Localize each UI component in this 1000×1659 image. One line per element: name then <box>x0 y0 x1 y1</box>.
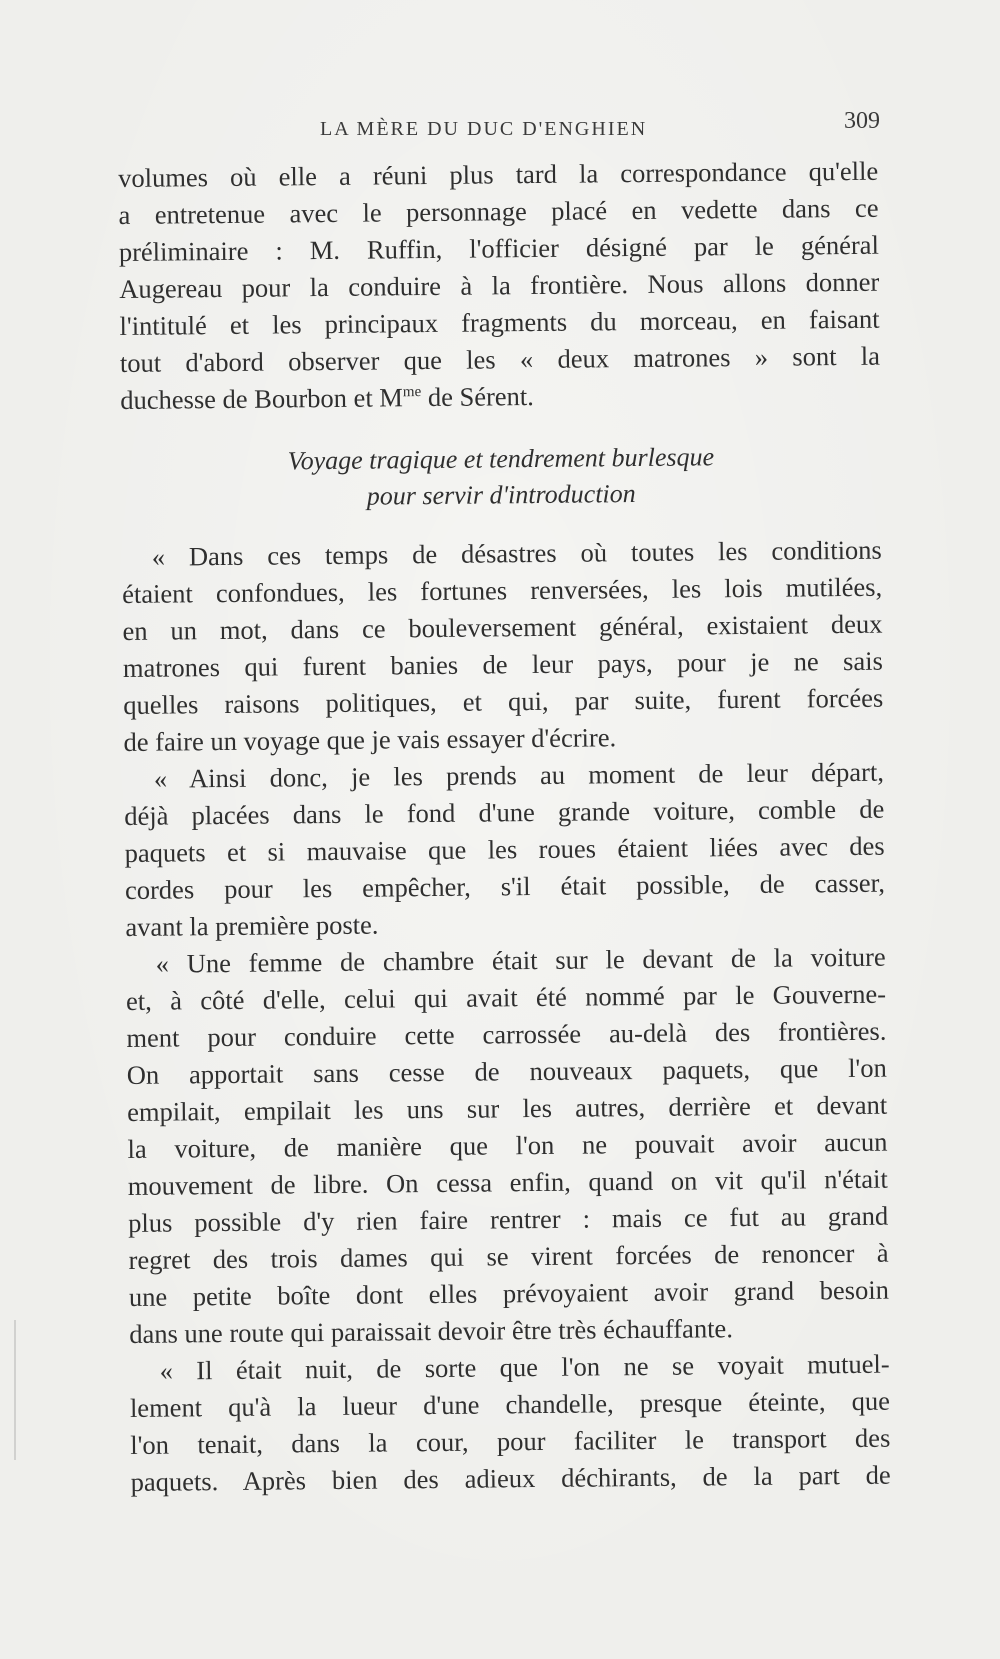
text-line: ment pour conduire cette carrossée au-delà des frontières. <box>126 1015 887 1053</box>
subtitle-line-1: Voyage tragique et tendrement burlesque <box>287 442 715 476</box>
text-line: cordes pour les empêcher, s'il était possible, de casser, <box>124 867 886 905</box>
text-line: étaient confondues, les fortunes renversées, les lois mutilées, <box>122 571 883 609</box>
subtitle-line-2: pour servir d'introduction <box>366 479 636 511</box>
text-line: On apportait sans cesse de nouveaux paquets, que l'on <box>126 1052 887 1090</box>
text-fragment: duchesse de Bourbon et M <box>120 382 404 415</box>
running-title: LA MÈRE DU DUC D'ENGHIEN <box>320 118 648 140</box>
paragraph-il-etait-nuit <box>129 1346 890 1501</box>
text-line: dans une route qui paraissait devoir être très échauffante. <box>129 1313 734 1349</box>
text-line: de faire un voyage que je vais essayer d'écrire. <box>123 722 617 757</box>
text-line: a entretenue avec le personnage placé en vedette dans ce <box>118 192 879 230</box>
page-number: 309 <box>844 108 880 134</box>
section-subtitle <box>121 438 882 517</box>
text-line: avant la première poste. <box>125 909 379 942</box>
text-line: préliminaire : M. Ruffin, l'officier désigné par le général <box>118 229 879 267</box>
text-line: volumes où elle a réuni plus tard la correspondance qu'elle <box>118 155 879 193</box>
text-line: quelles raisons politiques, et qui, par suite, furent forcées <box>123 682 884 720</box>
page-header <box>120 108 880 148</box>
text-line: tout d'abord observer que les « deux matrones » sont la <box>119 340 881 378</box>
paragraph-intro <box>118 153 880 419</box>
text-line: Augereau pour la conduire à la frontière. Nous allons donner <box>119 266 880 304</box>
text-line: une petite boîte dont elles prévoyaient avoir grand besoin <box>128 1274 890 1312</box>
text-line: matrones qui furent banies de leur pays, pour je ne sais <box>122 645 883 683</box>
text-line: en un mot, dans ce bouleversement général, existaient deux <box>122 608 883 646</box>
superscript: me <box>402 384 422 401</box>
text-line: lement qu'à la lueur d'une chandelle, presque éteinte, que <box>129 1385 891 1423</box>
text-line: « Dans ces temps de désastres où toutes les conditions <box>151 534 882 572</box>
text-line: l'on tenait, dans la cour, pour faciliter le transport des <box>130 1422 891 1460</box>
text-line: paquets et si mauvaise que les roues étaient liées avec des <box>124 830 885 868</box>
text-line: « Une femme de chambre était sur le devant de la voiture <box>155 941 886 979</box>
text-line: « Il était nuit, de sorte que l'on ne se voyait mutuel- <box>159 1348 890 1386</box>
text-line: regret des trois dames qui se virent forcées de renoncer à <box>128 1237 889 1275</box>
text-line: déjà placées dans le fond d'une grande voiture, comble de <box>124 793 885 831</box>
text-line: paquets. Après bien des adieux déchirants, de la part de <box>130 1459 891 1497</box>
text-line: la voiture, de manière que l'on ne pouvait avoir aucun <box>127 1126 888 1164</box>
text-line: « Ainsi donc, je les prends au moment de leur départ, <box>153 756 885 794</box>
text-line: et, à côté d'elle, celui qui avait été nommé par le Gouverne- <box>125 978 887 1016</box>
text-line: mouvement de libre. On cessa enfin, quand on vit qu'il n'était <box>127 1163 888 1201</box>
text-line: plus possible d'y rien faire rentrer : mais ce fut au grand <box>128 1200 889 1238</box>
paragraph-une-femme <box>126 939 890 1353</box>
text-fragment: de Sérent. <box>421 381 534 413</box>
page-edge-mark <box>14 1320 16 1460</box>
paragraph-ainsi-donc <box>124 754 886 946</box>
text-line: l'intitulé et les principaux fragments du morceau, en faisant <box>119 303 880 341</box>
paragraph-dans-ces-temps <box>122 532 884 761</box>
text-line: empilait, empilait les uns sur les autres, derrière et devant <box>126 1089 888 1127</box>
page-body <box>118 153 891 1501</box>
